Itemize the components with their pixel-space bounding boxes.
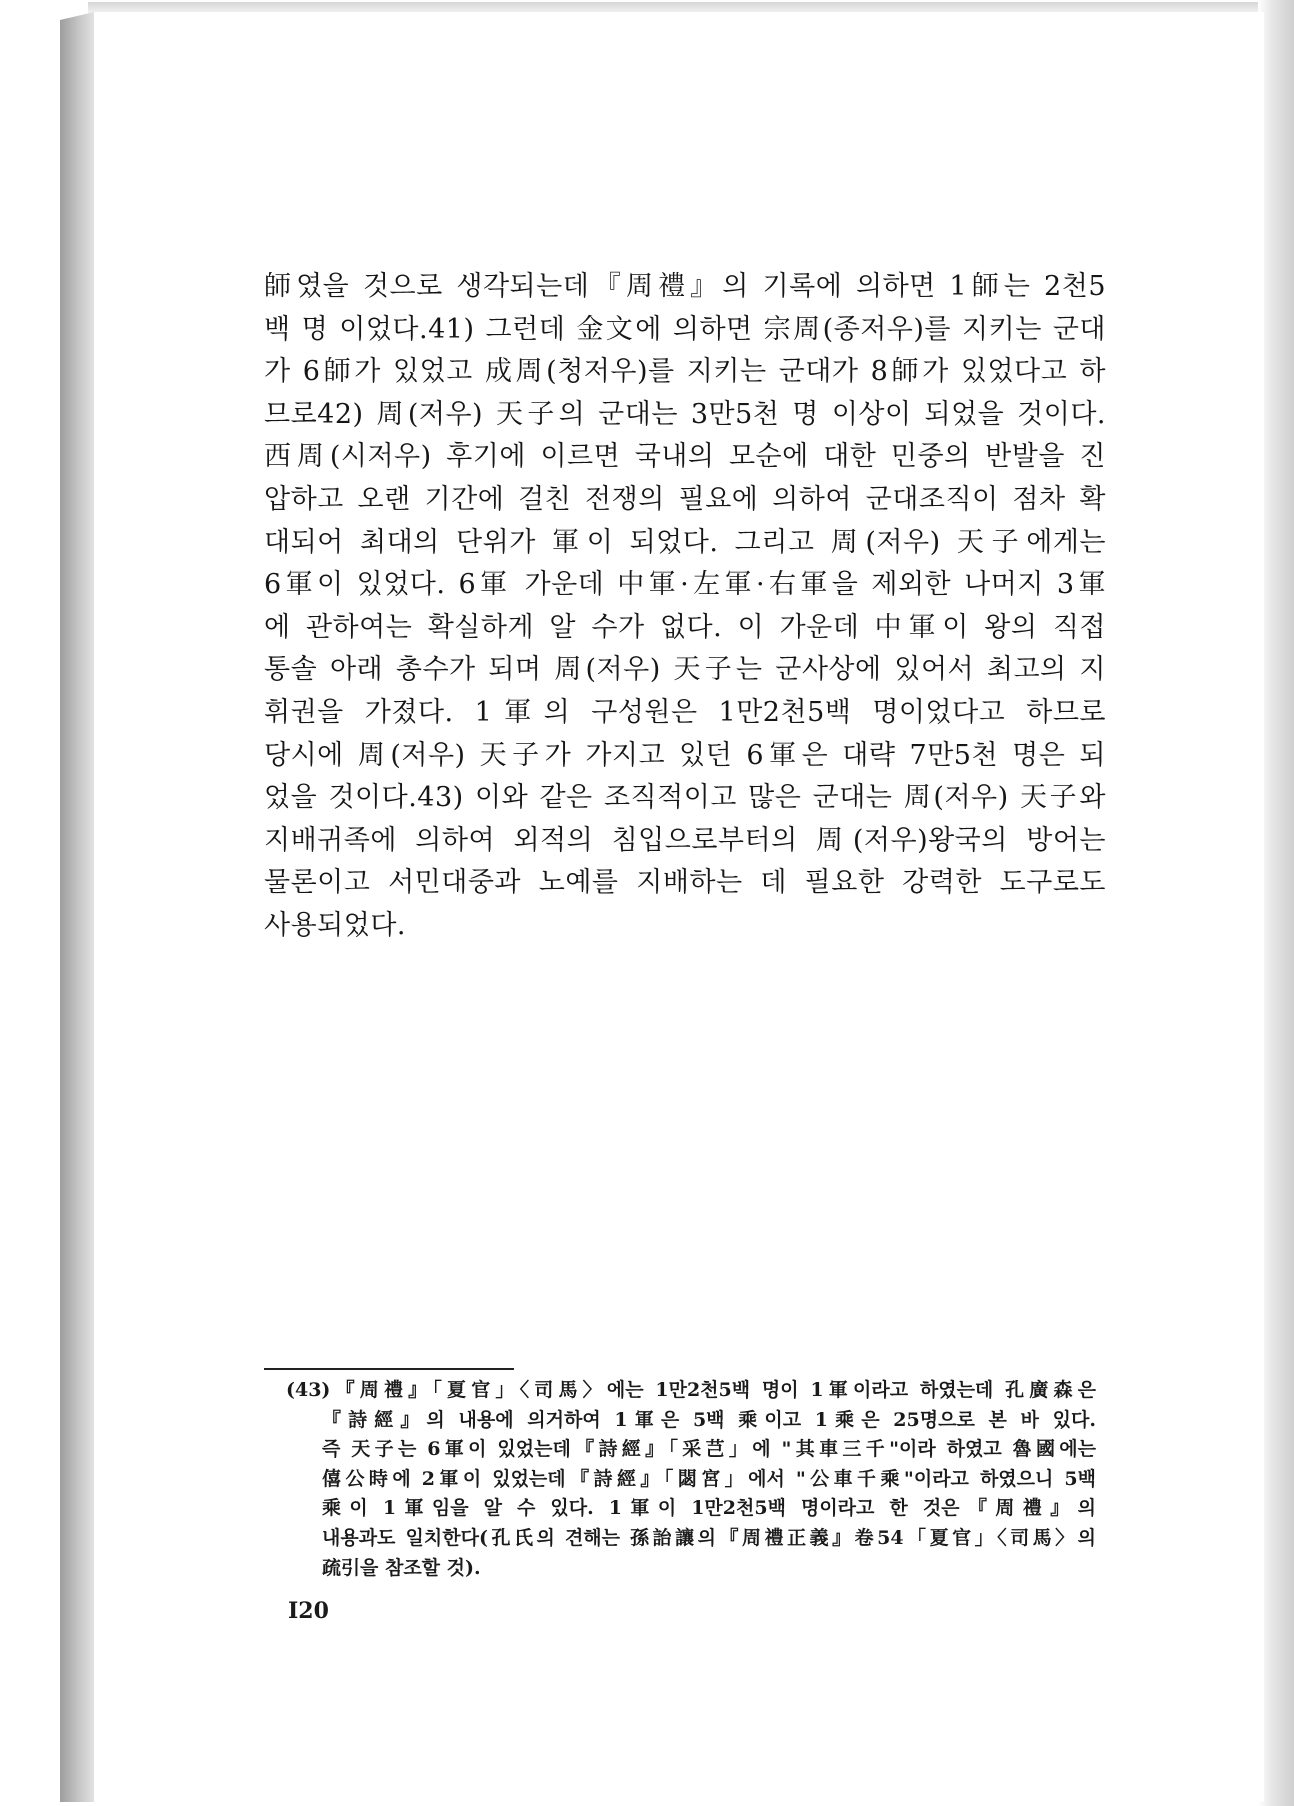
body-line: 물론이고 서민대중과 노예를 지배하는 데 필요한 강력한 도구로도 bbox=[264, 867, 1106, 899]
body-line: 西周(시저우) 후기에 이르면 국내의 모순에 대한 민중의 반발을 진 bbox=[264, 441, 1106, 473]
body-text bbox=[264, 266, 1106, 948]
footnote-line: 疏引을 참조할 것). bbox=[322, 1556, 481, 1579]
body-line: 에 관하여는 확실하게 알 수가 없다. 이 가운데 中軍이 왕의 직접 bbox=[264, 611, 1106, 643]
body-line: 가 6師가 있었고 成周(청저우)를 지키는 군대가 8師가 있었다고 하 bbox=[264, 356, 1106, 388]
footnote-line: 즉 天子는 6軍이 있었는데『詩經』「采芑」에 "其車三千"이라 하였고 魯國에는 bbox=[322, 1438, 1096, 1461]
book-left-edge bbox=[60, 12, 94, 1802]
body-line: 압하고 오랜 기간에 걸친 전쟁의 필요에 의하여 군대조직이 점차 확 bbox=[264, 483, 1106, 515]
body-line: 지배귀족에 의하여 외적의 침입으로부터의 周(저우)왕국의 방어는 bbox=[264, 824, 1106, 856]
body-line: 므로42) 周(저우) 天子의 군대는 3만5천 명 이상이 되었을 것이다. bbox=[264, 398, 1106, 430]
footnote-line: (43)『周禮』「夏官」〈司馬〉에는 1만2천5백 명이 1軍이라고 하였는데 孔廣森은 bbox=[286, 1379, 1096, 1401]
footnote-line: 내용과도 일치한다(孔氏의 견해는 孫詒讓의『周禮正義』卷54「夏官」〈司馬〉의 bbox=[322, 1526, 1096, 1549]
body-line: 통솔 아래 총수가 되며 周(저우) 天子는 군사상에 있어서 최고의 지 bbox=[264, 654, 1106, 686]
footnotes bbox=[286, 1376, 1096, 1583]
footnote-line: 『詩經』의 내용에 의거하여 1軍은 5백 乘이고 1乘은 25명으로 본 바 있다. bbox=[322, 1408, 1096, 1431]
body-line: 대되어 최대의 단위가 軍이 되었다. 그리고 周(저우) 天子에게는 bbox=[264, 526, 1106, 558]
body-line: 사용되었다. bbox=[264, 909, 406, 941]
footnote-line: 乘이 1軍임을 알 수 있다. 1軍이 1만2천5백 명이라고 한 것은『周禮』의 bbox=[322, 1497, 1096, 1520]
page-number: I20 bbox=[288, 1598, 329, 1624]
body-line: 6軍이 있었다. 6軍 가운데 中軍·左軍·右軍을 제외한 나머지 3軍 bbox=[264, 569, 1106, 601]
body-line: 백 명 이었다.41) 그런데 金文에 의하면 宗周(종저우)를 지키는 군대 bbox=[264, 313, 1106, 345]
body-line: 휘권을 가졌다. 1軍의 구성원은 1만2천5백 명이었다고 하므로 bbox=[264, 696, 1106, 728]
footnote-line: 僖公時에 2軍이 있었는데『詩經』「閟宮」에서 "公車千乘"이라고 하였으니 5백 bbox=[322, 1467, 1096, 1490]
body-line: 당시에 周(저우) 天子가 가지고 있던 6軍은 대략 7만5천 명은 되 bbox=[264, 739, 1106, 771]
footnote-rule bbox=[264, 1368, 514, 1370]
body-line: 었을 것이다.43) 이와 같은 조직적이고 많은 군대는 周(저우) 天子와 bbox=[264, 782, 1106, 814]
body-line: 師였을 것으로 생각되는데『周禮』의 기록에 의하면 1師는 2천5 bbox=[264, 271, 1106, 302]
